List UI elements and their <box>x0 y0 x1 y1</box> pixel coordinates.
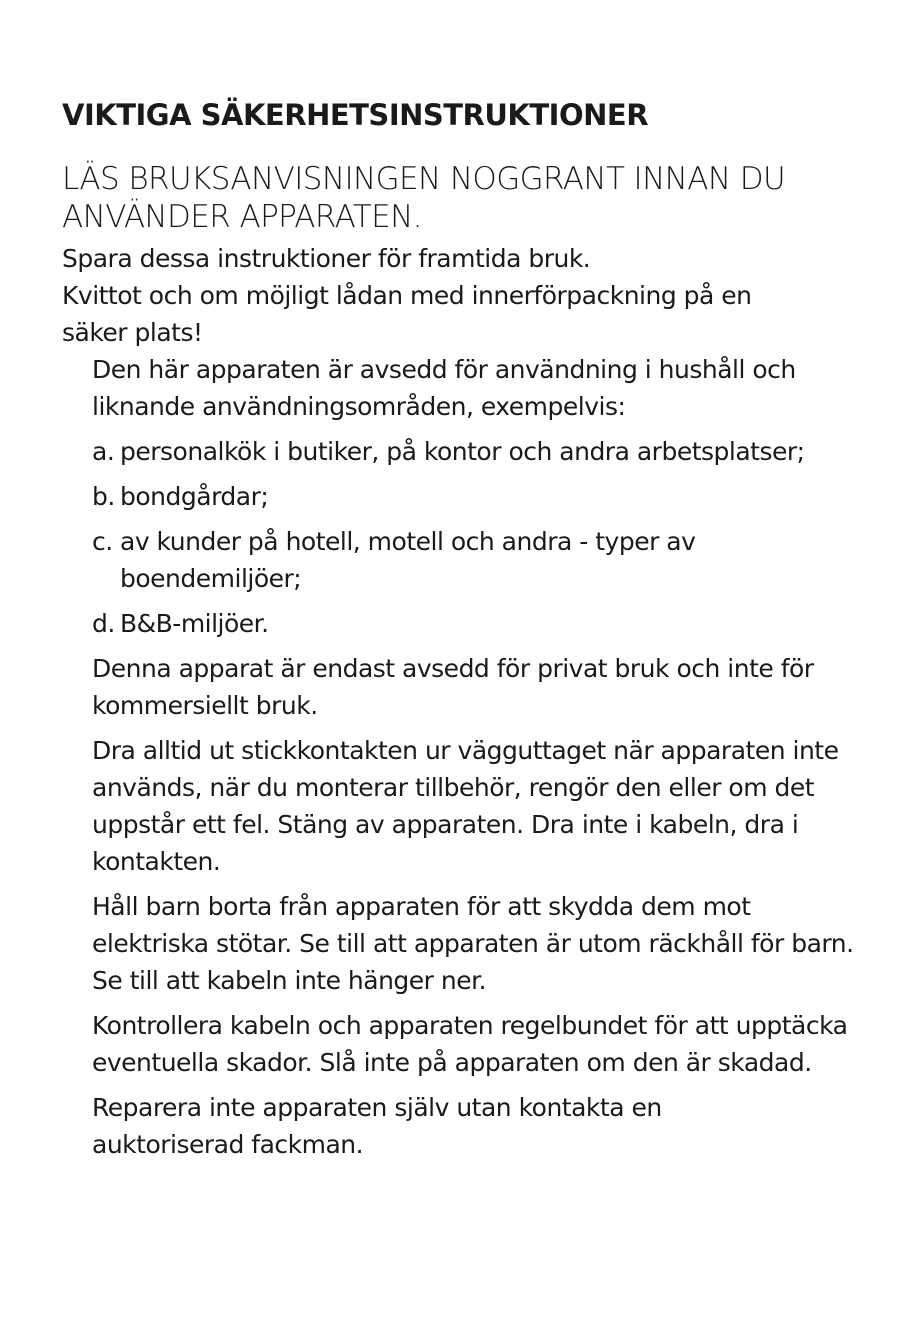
list-item <box>92 478 862 515</box>
list-item <box>92 433 862 470</box>
list-item-text: B&B-miljöer. <box>120 609 269 638</box>
list-item-text: av kunder på hotell, motell och andra - typer av boendemiljöer; <box>120 527 696 593</box>
usage-list <box>92 433 862 642</box>
list-item <box>92 523 862 597</box>
page-title: VIKTIGA SÄKERHETSINSTRUKTIONER <box>62 98 649 132</box>
notice-private-use: Denna apparat är endast avsedd för privat bruk och inte för kommersiellt bruk. <box>92 654 814 720</box>
intro-line-save-instructions: Spara dessa instruktioner för framtida bruk. <box>62 244 591 273</box>
list-item <box>92 605 862 642</box>
intro-line-keep-receipt: Kvittot och om möjligt lådan med innerförpackning på en säker plats! <box>62 281 752 347</box>
safety-instructions-page <box>62 96 862 1163</box>
list-marker: a. <box>92 437 115 466</box>
usage-intro: Den här apparaten är avsedd för användning i hushåll och liknande användningsområden, exempelvis: <box>92 355 796 421</box>
notice-repair: Reparera inte apparaten själv utan kontakta en auktoriserad fackman. <box>92 1093 662 1159</box>
read-manual-warning: LÄS BRUKSANVISNINGEN NOGGRANT INNAN DU ANVÄNDER APPARATEN. <box>62 161 786 235</box>
list-marker: c. <box>92 527 113 556</box>
list-item-text: bondgårdar; <box>120 482 269 511</box>
notice-check-cable: Kontrollera kabeln och apparaten regelbundet för att upptäcka eventuella skador. Slå inte på apparaten om den är skadad. <box>92 1011 848 1077</box>
notice-unplug: Dra alltid ut stickkontakten ur vägguttaget när apparaten inte används, när du monterar tillbehör, rengör den eller om det uppstår ett fel. Stäng av apparaten. Dra inte i kabeln, dra i kontakten. <box>92 736 839 876</box>
list-marker: b. <box>92 482 115 511</box>
list-marker: d. <box>92 609 115 638</box>
notice-children: Håll barn borta från apparaten för att skydda dem mot elektriska stötar. Se till att apparaten är utom räckhåll för barn. Se till att kabeln inte hänger ner. <box>92 892 854 995</box>
list-item-text: personalkök i butiker, på kontor och andra arbetsplatser; <box>120 437 805 466</box>
